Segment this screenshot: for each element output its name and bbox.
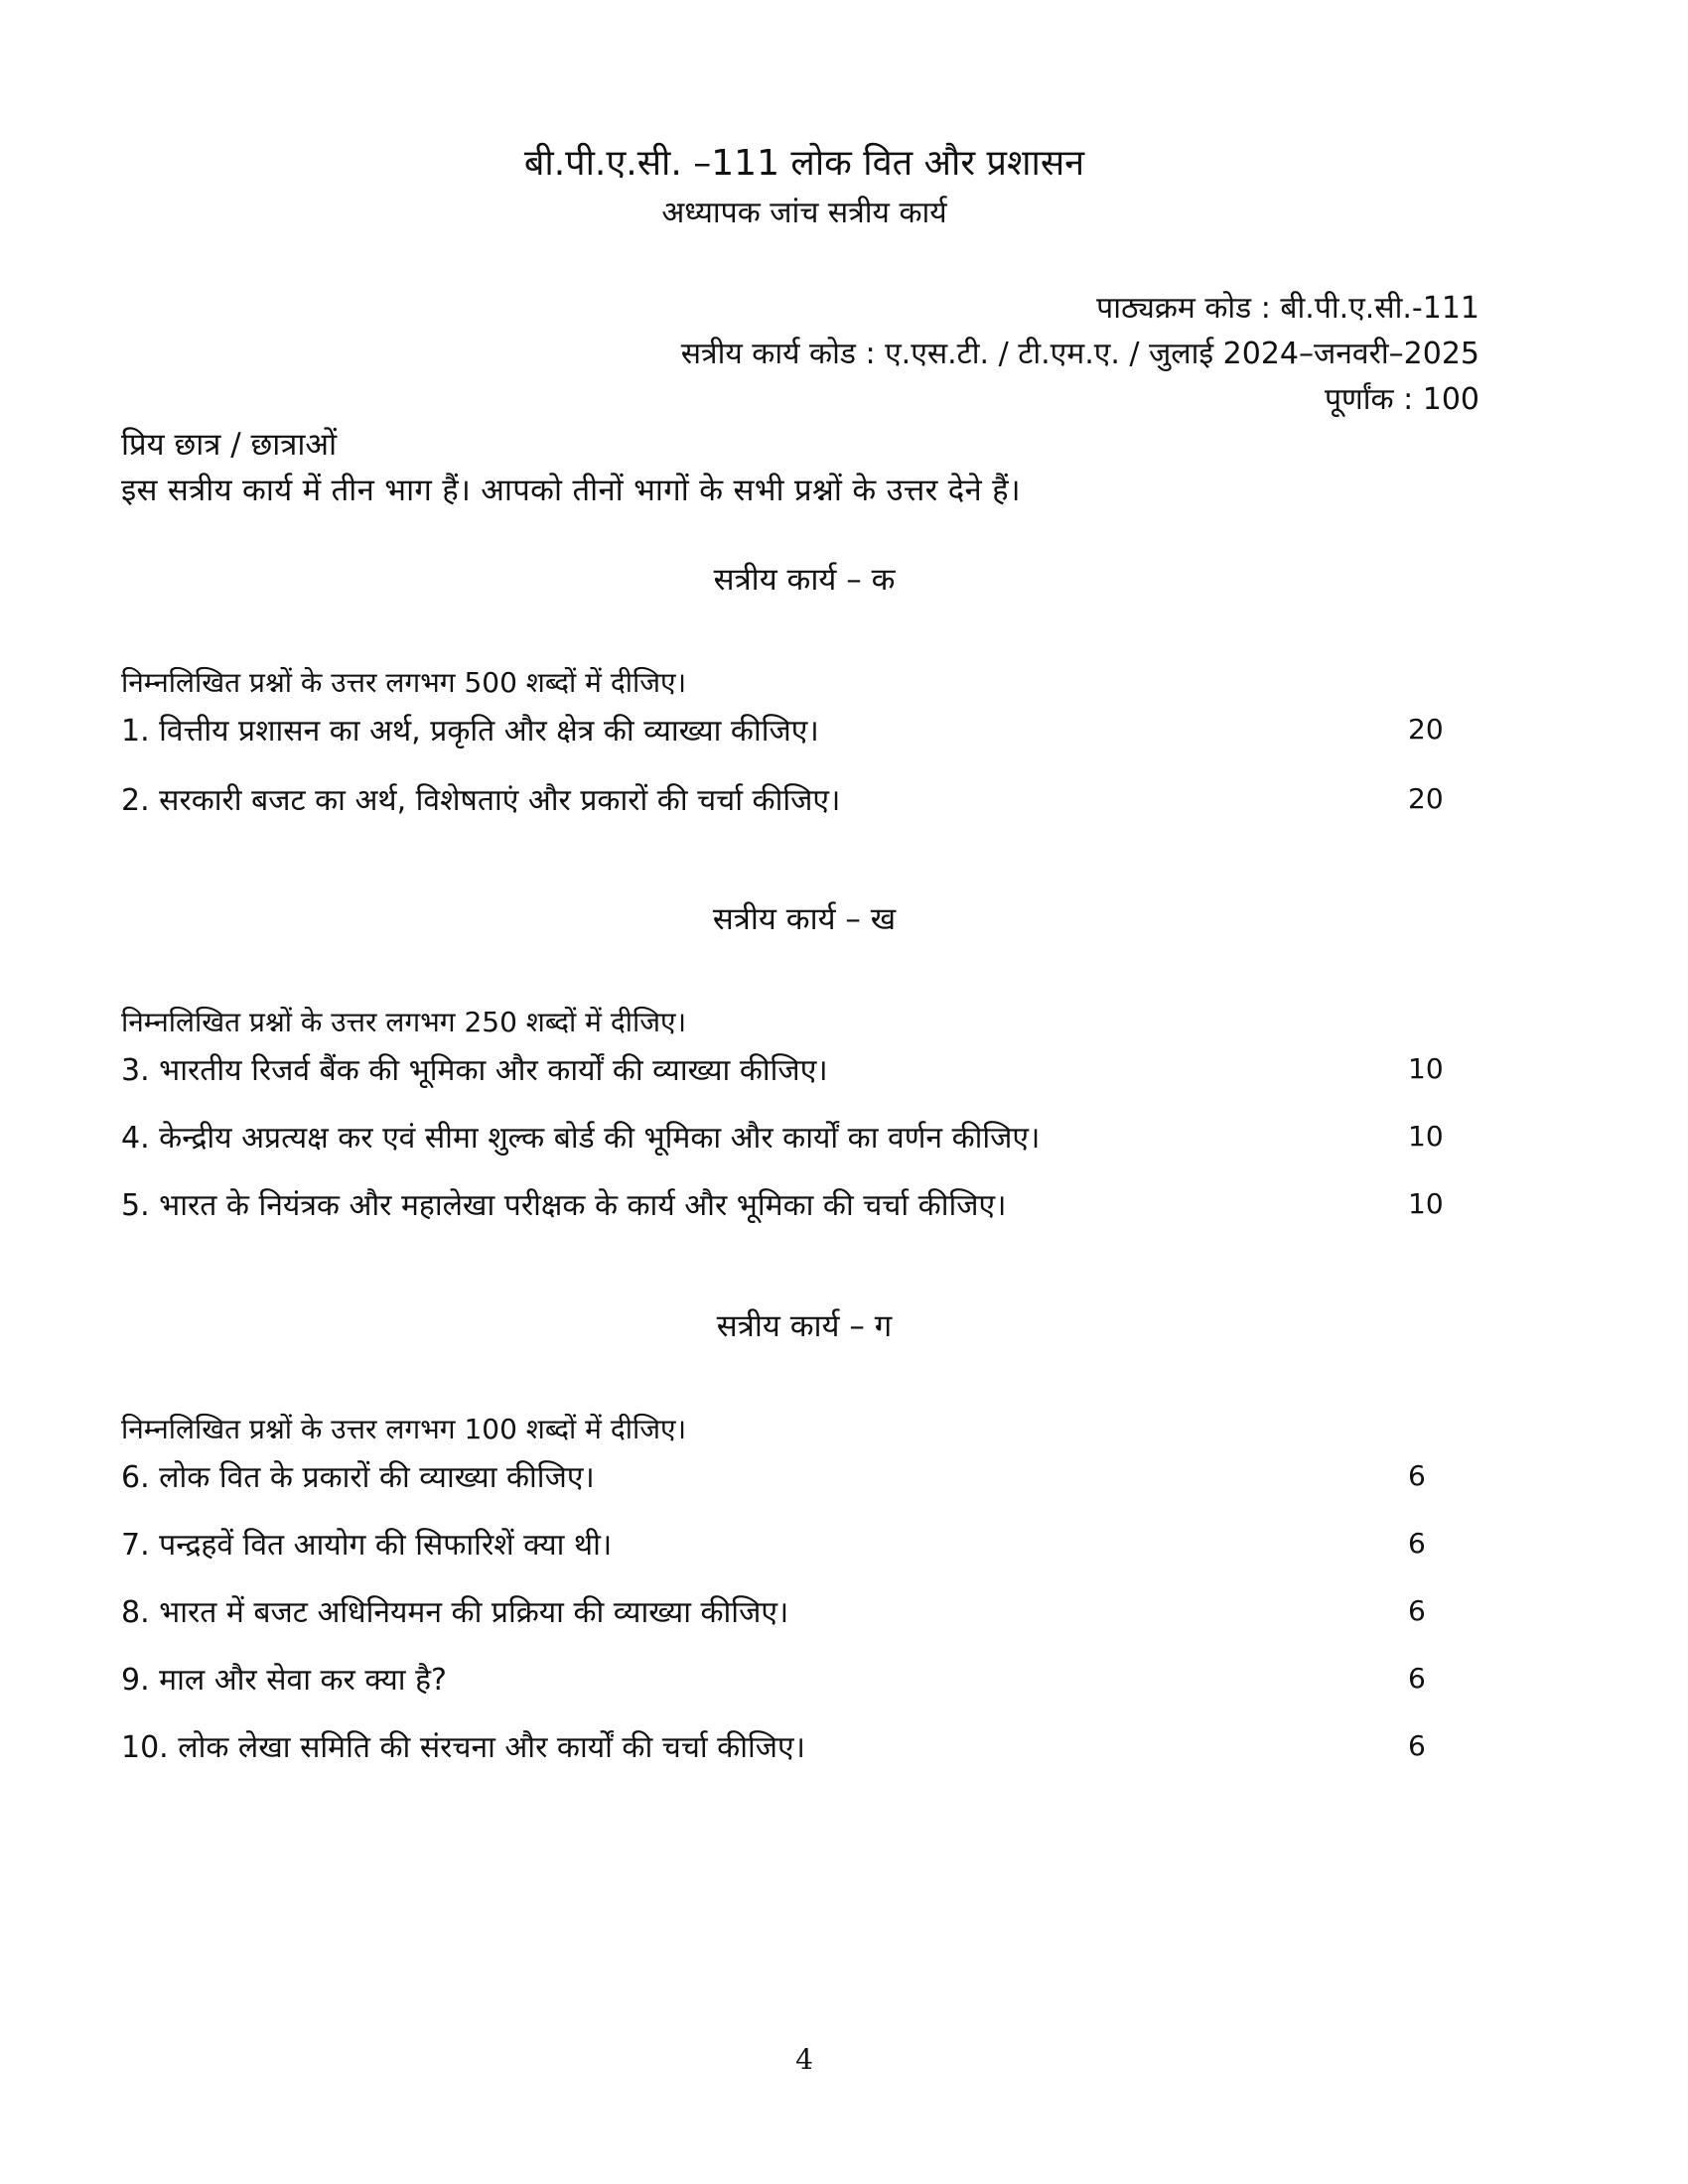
question-3: 3. भारतीय रिजर्व बैंक की भूमिका और कार्यों की व्याख्या कीजिए। (121, 1053, 828, 1088)
section-instruction-b: निम्नलिखित प्रश्नों के उत्तर लगभग 250 शब्दों में दीजिए। (121, 1006, 687, 1038)
question-10-marks: 6 (1408, 1729, 1426, 1762)
question-9: 9. माल और सेवा कर क्या है? (121, 1663, 447, 1698)
question-6: 6. लोक वित के प्रकारों की व्याख्या कीजिए। (121, 1460, 595, 1495)
intro-text: इस सत्रीय कार्य में तीन भाग हैं। आपको तीनों भागों के सभी प्रश्नों के उत्तर देने हैं। (121, 473, 1021, 508)
greeting: प्रिय छात्र / छात्राओं (121, 427, 338, 463)
document-subtitle: अध्यापक जांच सत्रीय कार्य (661, 196, 947, 230)
question-8-marks: 6 (1408, 1594, 1426, 1627)
max-marks: पूर्णांक : 100 (1325, 382, 1479, 417)
question-5-marks: 10 (1408, 1187, 1444, 1220)
page-number: 4 (795, 2043, 813, 2076)
question-5: 5. भारत के नियंत्रक और महालेखा परीक्षक के कार्य और भूमिका की चर्चा कीजिए। (121, 1188, 1007, 1223)
question-10: 10. लोक लेखा समिति की संरचना और कार्यों की चर्चा कीजिए। (121, 1730, 805, 1765)
section-instruction-c: निम्नलिखित प्रश्नों के उत्तर लगभग 100 शब्दों में दीजिए। (121, 1413, 687, 1445)
section-instruction-a: निम्नलिखित प्रश्नों के उत्तर लगभग 500 शब्दों में दीजिए। (121, 666, 687, 699)
question-1: 1. वित्तीय प्रशासन का अर्थ, प्रकृति और क्षेत्र की व्याख्या कीजिए। (121, 714, 819, 749)
question-3-marks: 10 (1408, 1052, 1444, 1085)
question-7-marks: 6 (1408, 1527, 1426, 1560)
question-4-marks: 10 (1408, 1120, 1444, 1153)
question-8: 8. भारत में बजट अधिनियमन की प्रक्रिया की व्याख्या कीजिए। (121, 1595, 789, 1630)
section-heading-a: सत्रीय कार्य – क (713, 562, 896, 598)
question-7: 7. पन्द्रहवें वित आयोग की सिफारिशें क्या थी। (121, 1528, 613, 1563)
question-1-marks: 20 (1408, 713, 1444, 746)
section-heading-c: सत्रीय कार्य – ग (716, 1308, 893, 1344)
question-2-marks: 20 (1408, 782, 1444, 815)
question-9-marks: 6 (1408, 1662, 1426, 1695)
question-2: 2. सरकारी बजट का अर्थ, विशेषताएं और प्रकारों की चर्चा कीजिए। (121, 783, 841, 818)
question-6-marks: 6 (1408, 1459, 1426, 1492)
assignment-code: सत्रीय कार्य कोड : ए.एस.टी. / टी.एम.ए. / जुलाई 2024–जनवरी–2025 (680, 337, 1479, 371)
course-code: पाठ्यक्रम कोड : बी.पी.ए.सी.-111 (1096, 291, 1479, 326)
question-4: 4. केन्द्रीय अप्रत्यक्ष कर एवं सीमा शुल्क बोर्ड की भूमिका और कार्यों का वर्णन कीजिए। (121, 1121, 1041, 1156)
document-title: बी.पी.ए.सी. –111 लोक वित और प्रशासन (523, 143, 1085, 184)
section-heading-b: सत्रीय कार्य – ख (712, 901, 897, 937)
